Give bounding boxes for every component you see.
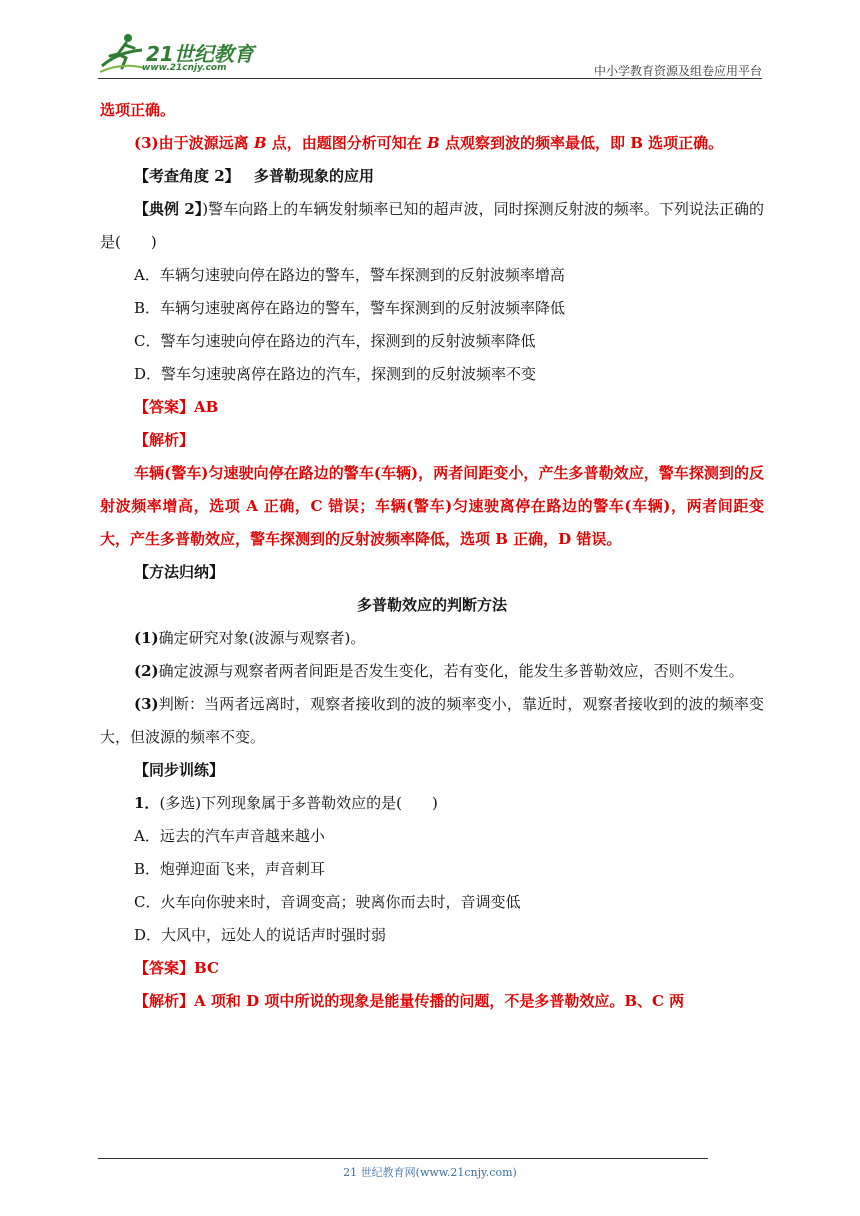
question-number: 1． xyxy=(134,794,160,812)
answer-value: AB xyxy=(194,398,219,416)
section-heading xyxy=(100,160,764,193)
option-a: A．车辆匀速驶向停在路边的警车，警车探测到的反射波频率增高 xyxy=(134,266,565,284)
text-line: 选项正确。 xyxy=(100,101,176,119)
answer-label: 【答案】 xyxy=(134,959,195,977)
example-text: )警车向路上的车辆发射频率已知的超声波，同时探测反射波的频率。下列说法正确的是( ) xyxy=(100,200,764,251)
option-d: D．警车匀速驶离停在路边的汽车，探测到的反射波频率不变 xyxy=(134,365,537,383)
text-span: 点观察到波的频率最低，即 B 选项正确。 xyxy=(444,134,724,152)
text-span: 点，由题图分析可知在 xyxy=(271,134,422,152)
method-point-2 xyxy=(100,655,764,688)
question-1 xyxy=(100,787,764,820)
runner-logo-icon xyxy=(98,32,146,76)
logo-url: www.21cnjy.com xyxy=(142,63,227,73)
sync-label: 【同步训练】 xyxy=(134,761,225,779)
platform-name: 中小学教育资源及组卷应用平台 xyxy=(593,64,762,78)
question-option-a: A．远去的汽车声音越来越小 xyxy=(134,827,325,845)
analysis-2 xyxy=(100,985,764,1018)
question-text: (多选)下列现象属于多普勒效应的是( ) xyxy=(159,794,438,812)
footer-text[interactable]: 21 世纪教育网(www.21cnjy.com) xyxy=(343,1166,517,1179)
page-header xyxy=(98,32,762,78)
point-text: 确定波源与观察者两者间距是否发生变化，若有变化，能发生多普勒效应，否则不发生。 xyxy=(158,662,744,680)
point-text: 确定研究对象(波源与观察者)。 xyxy=(158,629,366,647)
analysis-label: 【解析】 xyxy=(134,431,195,449)
point-text: 判断：当两者远离时，观察者接收到的波的频率变小，靠近时，观察者接收到的波的频率变大，但波源的频率不变。 xyxy=(100,695,764,746)
method-point-3 xyxy=(100,688,764,754)
answer-value: BC xyxy=(194,959,219,977)
example-label: 【典例 2】 xyxy=(134,200,203,218)
question-option-d: D．大风中，远处人的说话声时强时弱 xyxy=(134,926,387,944)
answer xyxy=(100,391,764,424)
header-divider xyxy=(98,78,762,79)
answer-2 xyxy=(100,952,764,985)
question-option-c: C．火车向你驶来时，音调变高；驶离你而去时，音调变低 xyxy=(134,893,521,911)
option-b: B．车辆匀速驶离停在路边的警车，警车探测到的反射波频率降低 xyxy=(134,299,566,317)
answer-label: 【答案】 xyxy=(134,398,195,416)
option-c: C．警车匀速驶向停在路边的汽车，探测到的反射波频率降低 xyxy=(134,332,536,350)
document-body xyxy=(100,94,764,1018)
text-span: (3)由于波源远离 xyxy=(134,134,249,152)
text-span: B xyxy=(253,134,267,152)
analysis-text: 车辆(警车)匀速驶向停在路边的警车(车辆)，两者间距变小，产生多普勒效应，警车探测到的反射波频率增高，选项 A 正确，C 错误；车辆(警车)匀速驶离停在路边的警车(车辆)，两者间距变大，产生多普勒效应，警车探测到的反射波频率降低，选项 B 正确，D 错误。 xyxy=(100,464,764,548)
example-question xyxy=(100,193,764,259)
point-number: (3) xyxy=(134,695,159,713)
text-span: B xyxy=(427,134,440,152)
point-number: (2) xyxy=(134,662,159,680)
method-title: 多普勒效应的判断方法 xyxy=(356,596,507,614)
analysis-label: 【解析】 xyxy=(134,992,195,1010)
site-logo xyxy=(98,32,268,78)
question-option-b: B．炮弹迎面飞来，声音刺耳 xyxy=(134,860,326,878)
section-label: 【考查角度 2】 xyxy=(134,167,240,185)
logo-text: 21世纪教育 xyxy=(146,42,254,66)
method-label: 【方法归纳】 xyxy=(134,563,225,581)
method-point-1 xyxy=(100,622,764,655)
point-number: (1) xyxy=(134,629,159,647)
analysis-point-3 xyxy=(100,127,764,160)
footer-divider xyxy=(98,1158,708,1159)
section-title: 多普勒现象的应用 xyxy=(253,167,374,185)
analysis-text: A 项和 D 项中所说的现象是能量传播的问题，不是多普勒效应。B、C 两 xyxy=(194,992,685,1010)
